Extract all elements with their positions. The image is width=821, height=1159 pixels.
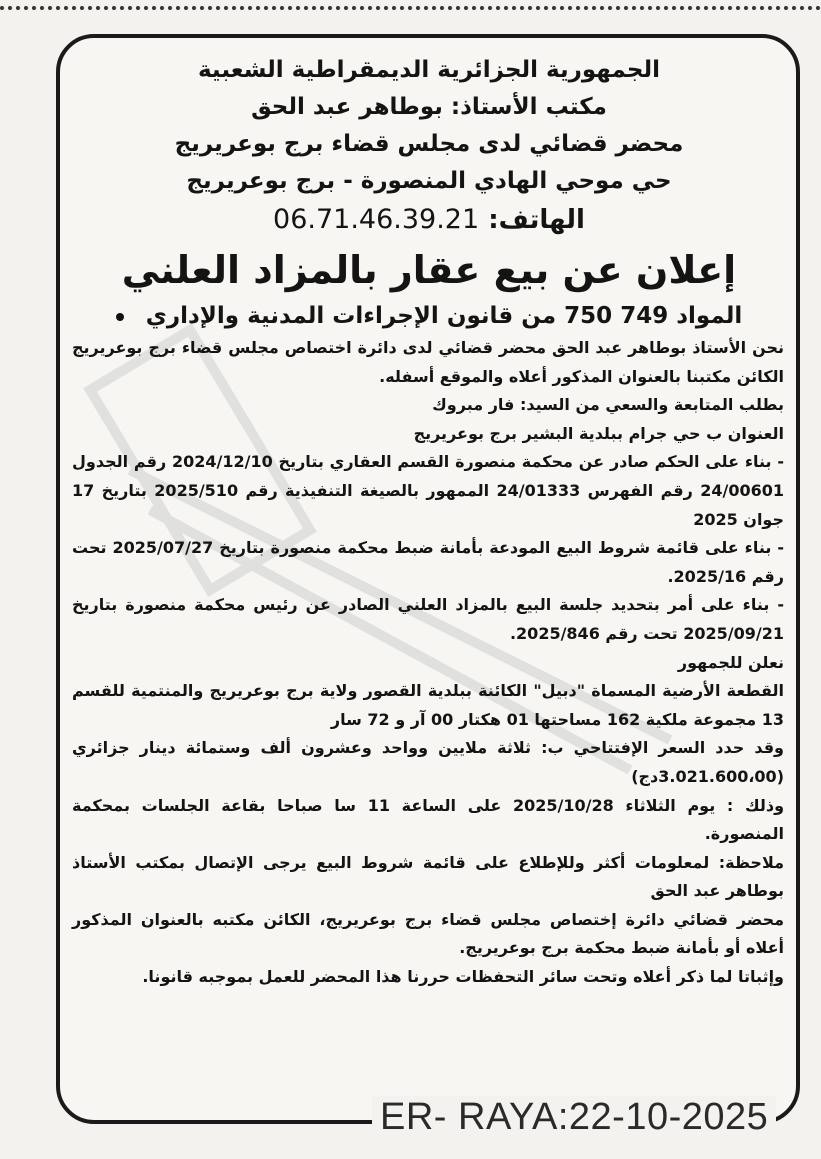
body-paragraph: وإثباتا لما ذكر أعلاه وتحت سائر التحفظات حررنا هذا المحضر للعمل بموجبه قانونا. [142,967,784,987]
office-heading: مكتب الأستاذ: بوطاهر عبد الحق [251,94,607,120]
body-paragraph: ملاحظة: لمعلومات أكثر وللإطلاع على قائمة شروط البيع يرجى الإتصال بمكتب الأستاذ بوطاهر عبد الحق [72,852,784,901]
body-paragraph: نعلن للجمهور [677,652,784,672]
address-heading: حي موحي الهادي المنصورة - برج بوعريريج [186,168,672,194]
phone-number: 06.71.46.39.21 [273,204,480,235]
body-paragraph: بطلب المتابعة والسعي من السيد: فار مبروك [432,395,784,415]
notice-subtitle: المواد 749 750 من قانون الإجراءات المدنية والإداري [145,303,743,329]
notice-title: إعلان عن بيع عقار بالمزاد العلني [121,248,737,292]
notice-content [64,52,794,992]
body-paragraph: العنوان ب حي جرام ببلدية البشير برج بوعريريج [413,423,784,443]
body-paragraph: وذلك : يوم الثلاثاء 2025/10/28 على الساعة 11 سا صباحا بقاعة الجلسات بمحكمة المنصورة. [72,795,785,844]
notice-body [64,334,794,992]
role-heading: محضر قضائي لدى مجلس قضاء برج بوعريريج [174,131,684,157]
phone-row [64,200,794,240]
body-paragraph: - بناء على أمر بتحديد جلسة البيع بالمزاد العلني الصادر عن رئيس محكمة منصورة بتاريخ 2025/09/21 تحت رقم 2025/846. [72,595,784,643]
top-dotted-border [0,6,821,10]
notice-subtitle-row [64,298,794,334]
phone-label: الهاتف: [488,205,585,235]
source-date-caption: ER- RAYA:22-10-2025 [372,1096,776,1139]
body-paragraph: نحن الأستاذ بوطاهر عبد الحق محضر قضائي لدى دائرة اختصاص مجلس قضاء برج بوعريريج الكائن مكتبنا بالعنوان المذكور أعلاه والموقع أسفله. [72,338,784,386]
bullet-dot-icon [116,313,124,321]
body-paragraph: القطعة الأرضية المسماة "دبيل" الكائنة ببلدية القصور ولاية برج بوعريريج والمنتمية للقسم 13 مجموعة ملكية 162 مساحتها 01 هكتار 00 آر و 72 سار [72,681,784,729]
body-paragraph: - بناء على الحكم صادر عن محكمة منصورة القسم العقاري بتاريخ 2024/12/10 رقم الجدول 24/00601 رقم الفهرس 24/01333 الممهور بالصيغة التنفيذية رقم 2025/510 بتاريخ 17 جوان 2025 [72,452,785,529]
body-paragraph: - بناء على قائمة شروط البيع المودعة بأمانة ضبط محكمة منصورة بتاريخ 2025/07/27 تحت رقم 2025/16. [72,538,785,586]
body-paragraph: محضر قضائي دائرة إختصاص مجلس قضاء برج بوعريريج، الكائن مكتبه بالعنوان المذكور أعلاه أو بأمانة ضبط محكمة برج بوعريريج. [72,909,784,958]
body-paragraph: وقد حدد السعر الإفتتاحي ب: ثلاثة ملايين وواحد وعشرون ألف وستمائة دينار جزائري (3.021.600،00دج) [72,738,784,786]
republic-heading: الجمهورية الجزائرية الديمقراطية الشعبية [197,57,661,83]
